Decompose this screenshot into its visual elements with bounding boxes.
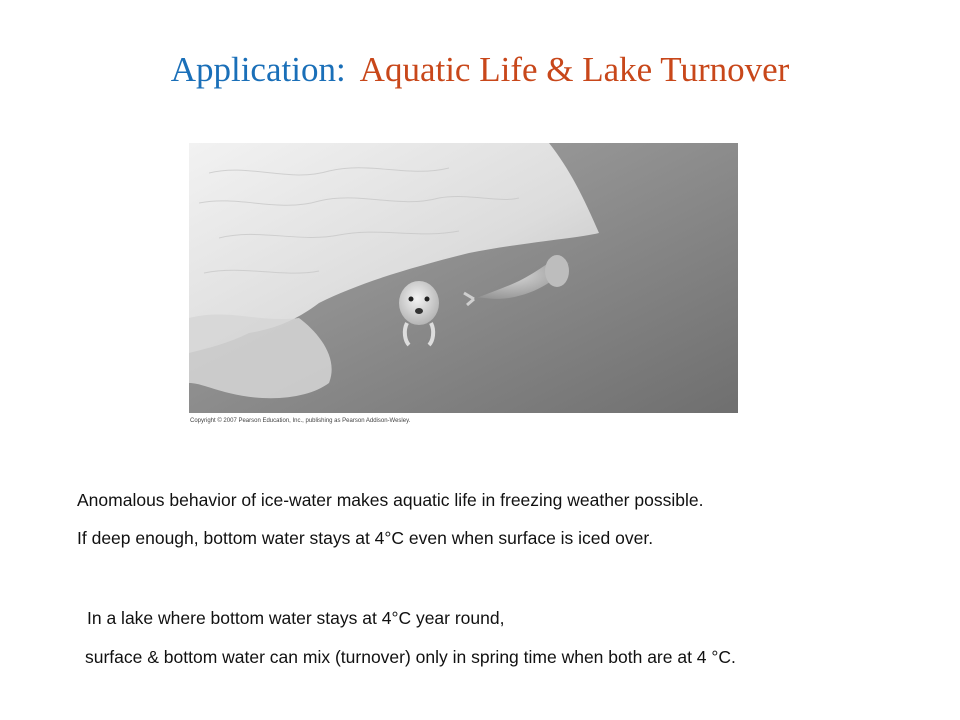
body-line-2: If deep enough, bottom water stays at 4°C even when surface is iced over. [77,528,654,548]
body-line-1: Anomalous behavior of ice-water makes aquatic life in freezing weather possible. [77,490,704,510]
body-line-4: surface & bottom water can mix (turnover) only in spring time when both are at 4 °C. [85,647,736,667]
title-prefix: Application: [170,50,346,89]
body-line-3: In a lake where bottom water stays at 4°C year round, [87,608,505,628]
seals-under-ice-photo [189,143,738,413]
title-main: Aquatic Life & Lake Turnover [359,50,790,89]
figure-copyright: Copyright © 2007 Pearson Education, Inc., publishing as Pearson Addison-Wesley. [190,418,411,424]
slide-title [0,46,960,94]
